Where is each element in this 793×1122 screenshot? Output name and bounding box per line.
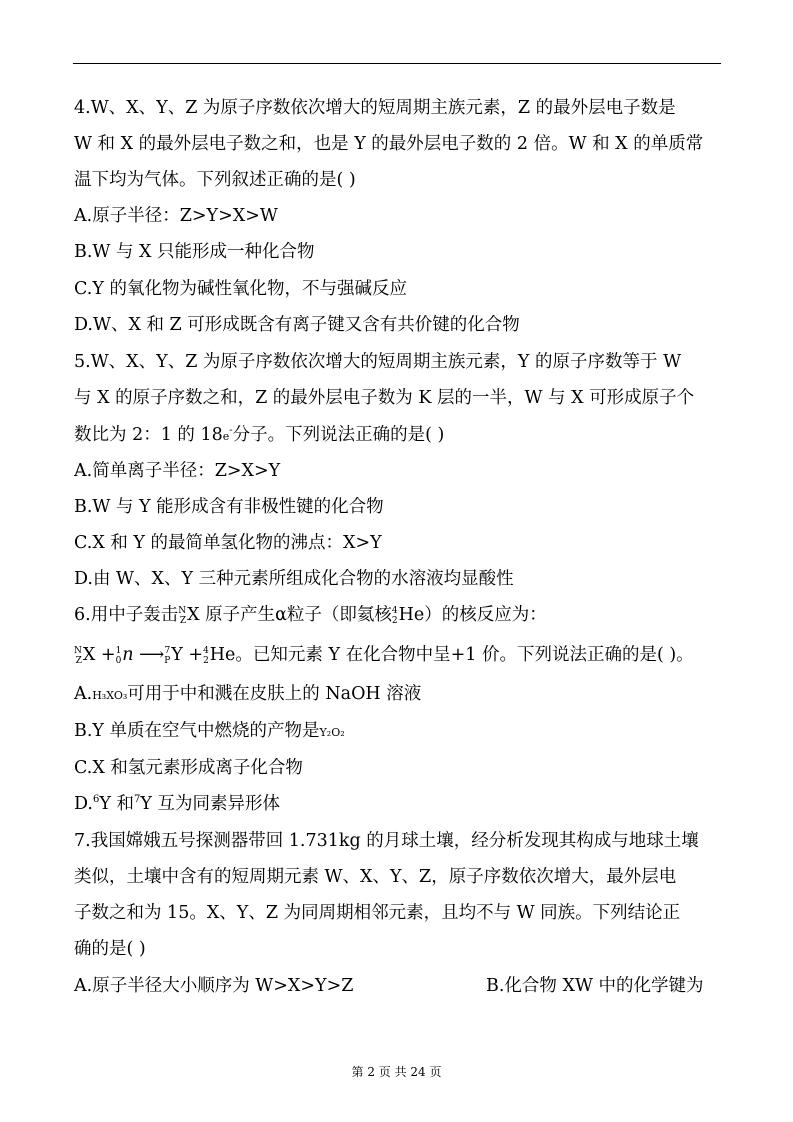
option-text: 可用于中和溅在皮肤上的 NaOH 溶液 — [127, 684, 422, 704]
electron-charge: - — [229, 425, 233, 437]
option-letter: D. — [74, 794, 93, 814]
q4-option-d: D.W、X 和 Z 可形成既含有离子键又含有共价键的化合物 — [74, 315, 520, 335]
atomic-number: 0 — [115, 655, 122, 666]
option-text: Y 互为同素异形体 — [140, 794, 280, 814]
eq-part-2: n ⟶ — [122, 645, 165, 665]
header-rule — [73, 63, 721, 64]
q5-option-c: C.X 和 Y 的最简单氢化物的沸点：X>Y — [74, 533, 382, 553]
atomic-number: Z — [75, 655, 82, 666]
option-letter: A. — [74, 684, 93, 704]
eq-He-numbers — [203, 646, 209, 666]
q5-option-a: A.简单离子半径：Z>X>Y — [74, 461, 281, 481]
mass-number: N — [178, 605, 187, 616]
q4-option-c: C.Y 的氧化物为碱性氧化物，不与强碱反应 — [74, 279, 407, 299]
nuclide-He-numbers — [392, 606, 398, 626]
q5-stem-line-2: 与 X 的原子序数之和，Z 的最外层电子数为 K 层的一半，W 与 X 可形成原子个 — [74, 388, 695, 408]
atomic-number: 2 — [203, 655, 209, 666]
mass-number: 1 — [115, 645, 122, 656]
q4-option-a: A.原子半径：Z>Y>X>W — [74, 206, 278, 226]
option-text: B.Y 单质在空气中燃烧的产物是 — [74, 721, 320, 741]
q4-stem-line-2: W 和 X 的最外层电子数之和，也是 Y 的最外层电子数的 2 倍。W 和 X 的单质常 — [74, 134, 704, 154]
q7-stem-line-3: 子数之和为 15。X、Y、Z 为同周期相邻元素，且均不与 W 同族。下列结论正 — [74, 903, 681, 923]
q4-stem-line-3: 温下均为气体。下列叙述正确的是( ) — [74, 170, 356, 190]
nuclide-X-numbers — [178, 606, 186, 626]
q5-stem-line-3-pre: 数比为 2：1 的 18 — [74, 425, 223, 445]
mass-number: N — [74, 645, 82, 656]
q7-stem-line-2: 类似，土壤中含有的短周期元素 W、X、Y、Z，原子序数依次增大，最外层电 — [74, 867, 677, 887]
q5-option-b: B.W 与 Y 能形成含有非极性键的化合物 — [74, 497, 384, 517]
mass-number: 7 — [164, 645, 171, 656]
q7-option-b: B.化合物 XW 中的化学键为 — [486, 976, 704, 996]
q6-option-b — [74, 719, 734, 745]
option-text: Y 和 — [99, 794, 134, 814]
mass-number: 4 — [391, 605, 398, 616]
q5-stem-line-3-post: 分子。下列说法正确的是( ) — [232, 425, 445, 445]
q4-option-b: B.W 与 X 只能形成一种化合物 — [74, 242, 315, 262]
mass-number: 4 — [203, 645, 209, 656]
formula: Y₂O₂ — [319, 726, 345, 739]
q4-stem-line-1: 4.W、X、Y、Z 为原子序数依次增大的短周期主族元素，Z 的最外层电子数是 — [74, 98, 676, 118]
q7-options-row — [74, 974, 734, 998]
q6-option-d — [74, 792, 734, 816]
eq-Y-numbers — [164, 646, 170, 666]
formula: H₃XO₃ — [92, 689, 128, 702]
q5-option-d: D.由 W、X、Y 三种元素所组成化合物的水溶液均显酸性 — [74, 569, 514, 589]
eq-part-1: X + — [82, 645, 116, 665]
q6-stem-mid: X 原子产生α粒子（即氦核 — [187, 605, 392, 625]
q6-stem-post: He）的核反应为： — [398, 605, 547, 625]
q6-option-c: C.X 和氢元素形成离子化合物 — [74, 758, 303, 778]
q6-stem-line-1 — [74, 603, 734, 627]
eq-part-3: Y + — [171, 645, 204, 665]
q5-stem-line-1: 5.W、X、Y、Z 为原子序数依次增大的短周期主族元素，Y 的原子序数等于 W — [74, 352, 682, 372]
mass-number: 6 — [92, 794, 100, 806]
q7-stem-line-1: 7.我国嫦娥五号探测器带回 1.731kg 的月球土壤，经分析发现其构成与地球土壤 — [74, 831, 699, 851]
q5-stem-line-3 — [74, 423, 734, 449]
page-footer: 第 2 页 共 24 页 — [351, 1065, 442, 1079]
q6-nuclear-equation — [74, 643, 734, 667]
atomic-number: Z — [179, 615, 187, 626]
eq-n-numbers — [116, 646, 122, 666]
q7-stem-line-4: 确的是( ) — [74, 939, 146, 959]
atomic-number: 2 — [391, 615, 398, 626]
atomic-number: P — [164, 655, 171, 666]
electron-symbol: e — [222, 430, 230, 443]
eq-X-numbers — [74, 646, 82, 666]
q6-option-a — [74, 682, 734, 708]
mass-number: 7 — [133, 794, 141, 806]
q7-option-a: A.原子半径大小顺序为 W>X>Y>Z — [74, 976, 354, 996]
eq-part-4: He。已知元素 Y 在化合物中呈+1 价。下列说法正确的是( )。 — [209, 645, 694, 665]
q6-stem-pre: 6.用中子轰击 — [74, 605, 179, 625]
